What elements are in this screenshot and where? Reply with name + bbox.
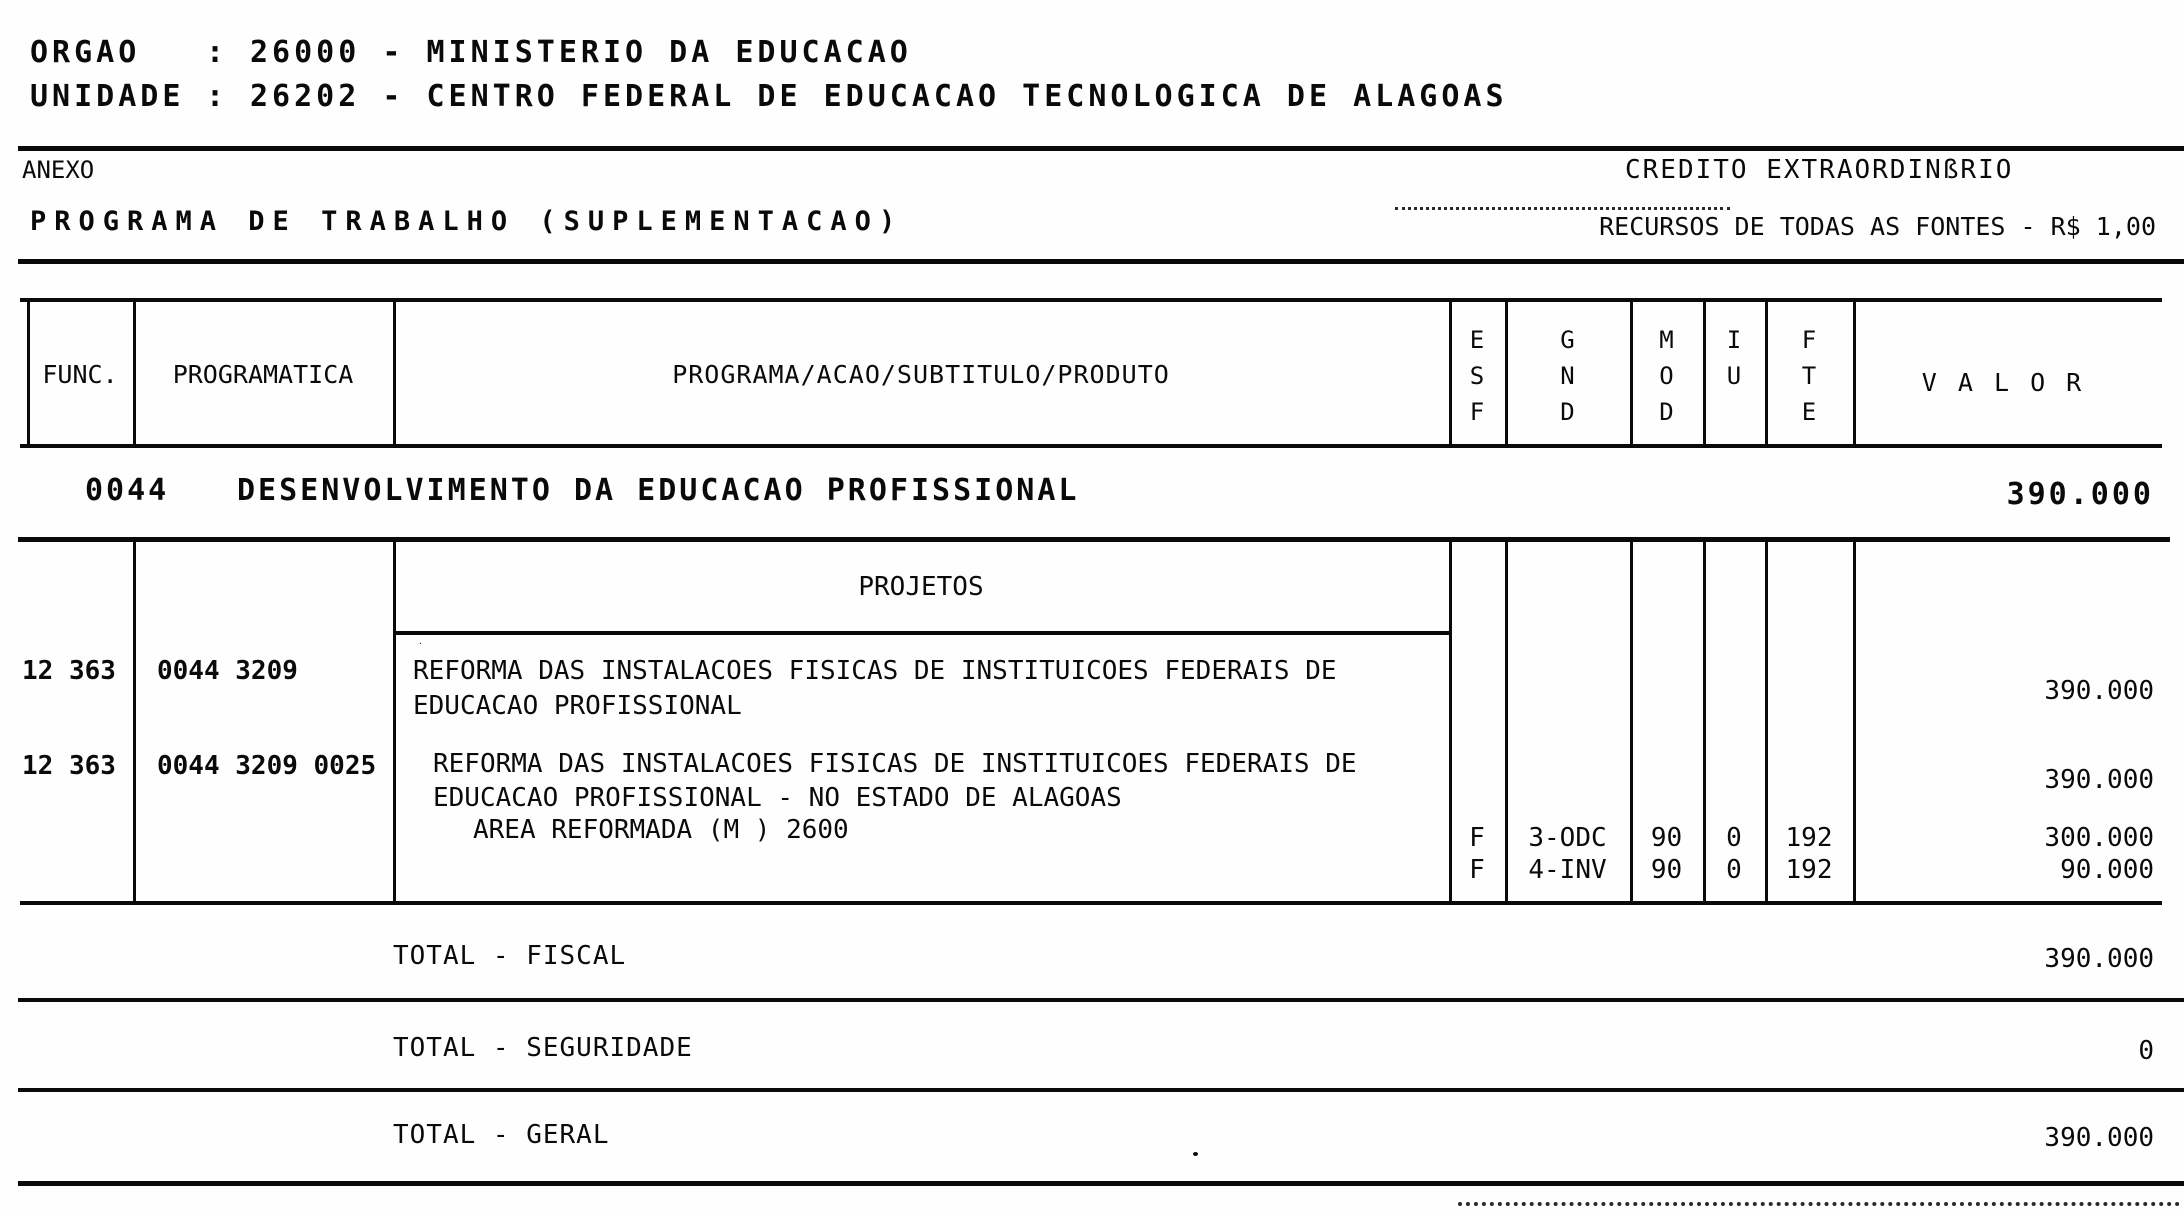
row-valor: 390.000	[2044, 765, 2154, 795]
detail-fte: 192	[1785, 823, 1833, 853]
row-programatica: 0044 3209	[157, 656, 298, 686]
credito-label: CREDITO EXTRAORDINßRIO	[1625, 155, 2014, 185]
gnd-letter-g: G	[1560, 326, 1575, 354]
gnd-letter-d: D	[1560, 398, 1575, 426]
total-geral-label: TOTAL - GERAL	[393, 1120, 610, 1150]
detail-gnd: 3-ODC	[1528, 823, 1607, 853]
row-text-line: REFORMA DAS INSTALACOES FISICAS DE INSTITUICOES FEDERAIS DE	[433, 749, 1357, 779]
scan-artifact-dot	[1193, 1152, 1198, 1156]
dotted-artifact-line	[1395, 207, 1730, 210]
detail-esf: F	[1469, 855, 1485, 885]
rule-total-seguridade	[18, 1088, 2184, 1092]
detail-esf: F	[1469, 823, 1485, 853]
recursos-label: RECURSOS DE TODAS AS FONTES - R$ 1,00	[1599, 212, 2156, 241]
unidade-label: UNIDADE	[30, 79, 185, 114]
section-valor: 390.000	[2006, 477, 2154, 512]
body-vline-fte-r	[1853, 542, 1856, 902]
mod-letter-o: O	[1659, 362, 1674, 390]
scan-speck: .	[418, 637, 423, 646]
esf-letter-e: E	[1469, 326, 1485, 354]
detail-mod: 90	[1650, 855, 1683, 885]
col-header-programatica: PROGRAMATICA	[172, 360, 354, 389]
detail-valor: 90.000	[2060, 855, 2154, 885]
total-seguridade-valor: 0	[2138, 1036, 2154, 1066]
row-valor: 390.000	[2044, 676, 2154, 706]
col-header-valor: V A L O R	[1921, 368, 2085, 397]
document-title: PROGRAMA DE TRABALHO (SUPLEMENTACAO)	[30, 206, 904, 237]
col-header-fte	[1765, 322, 1853, 430]
row-func: 12 363	[22, 656, 116, 686]
rule-under-title	[18, 259, 2184, 264]
orgao-line	[30, 35, 912, 70]
orgao-label: ORGAO	[30, 35, 141, 70]
anexo-label: ANEXO	[22, 156, 95, 184]
detail-valor: 300.000	[2044, 823, 2154, 853]
rule-total-fiscal	[18, 998, 2184, 1002]
unidade-line	[30, 79, 1508, 114]
row-product-line: AREA REFORMADA (M ) 2600	[473, 815, 849, 845]
table-header-bottom-border	[20, 444, 2162, 448]
detail-fte: 192	[1785, 855, 1833, 885]
col-header-programa: PROGRAMA/ACAO/SUBTITULO/PRODUTO	[672, 360, 1170, 389]
body-bottom-border	[20, 901, 2162, 905]
row-func: 12 363	[22, 751, 116, 781]
rule-under-section	[18, 537, 2170, 542]
col-header-iu	[1703, 322, 1765, 394]
orgao-colon: :	[206, 35, 229, 70]
body-vline-func	[133, 542, 136, 902]
total-fiscal-label: TOTAL - FISCAL	[393, 941, 627, 971]
table-header-top-border	[20, 298, 2162, 302]
total-seguridade-label: TOTAL - SEGURIDADE	[393, 1033, 693, 1063]
row-programatica: 0044 3209 0025	[157, 751, 377, 781]
fte-letter-t: T	[1801, 362, 1817, 390]
col-header-func: FUNC.	[42, 360, 118, 389]
mod-letter-d: D	[1659, 398, 1674, 426]
unidade-colon: :	[206, 79, 229, 114]
row-text-line: EDUCACAO PROFISSIONAL	[413, 691, 742, 721]
detail-mod: 90	[1650, 823, 1683, 853]
row-text-line: EDUCACAO PROFISSIONAL - NO ESTADO DE ALAGOAS	[433, 783, 1122, 813]
bottom-dotted-artifact	[1458, 1202, 2180, 1206]
row-text-line: REFORMA DAS INSTALACOES FISICAS DE INSTITUICOES FEDERAIS DE	[413, 656, 1337, 686]
iu-letter-u: U	[1726, 362, 1742, 390]
esf-letter-f: F	[1469, 398, 1485, 426]
total-geral-valor: 390.000	[2044, 1123, 2154, 1153]
orgao-value: 26000 - MINISTERIO DA EDUCACAO	[250, 35, 912, 70]
gnd-letter-n: N	[1560, 362, 1575, 390]
detail-iu: 0	[1726, 855, 1742, 885]
rule-top	[18, 146, 2184, 151]
fte-letter-f: F	[1801, 326, 1817, 354]
projetos-underline	[393, 631, 1451, 635]
col-header-gnd	[1505, 322, 1630, 430]
detail-gnd: 4-INV	[1528, 855, 1607, 885]
section-name: DESENVOLVIMENTO DA EDUCACAO PROFISSIONAL	[237, 473, 1080, 508]
fte-letter-e: E	[1801, 398, 1817, 426]
col-header-esf	[1449, 322, 1505, 430]
section-code: 0044	[85, 473, 170, 508]
group-label-projetos: PROJETOS	[858, 572, 984, 602]
iu-letter-i: I	[1726, 326, 1742, 354]
rule-total-geral	[18, 1181, 2184, 1186]
mod-letter-m: M	[1659, 326, 1674, 354]
esf-letter-s: S	[1469, 362, 1485, 390]
total-fiscal-valor: 390.000	[2044, 944, 2154, 974]
detail-iu: 0	[1726, 823, 1742, 853]
unidade-value: 26202 - CENTRO FEDERAL DE EDUCACAO TECNOLOGICA DE ALAGOAS	[250, 79, 1508, 114]
col-header-mod	[1630, 322, 1703, 430]
